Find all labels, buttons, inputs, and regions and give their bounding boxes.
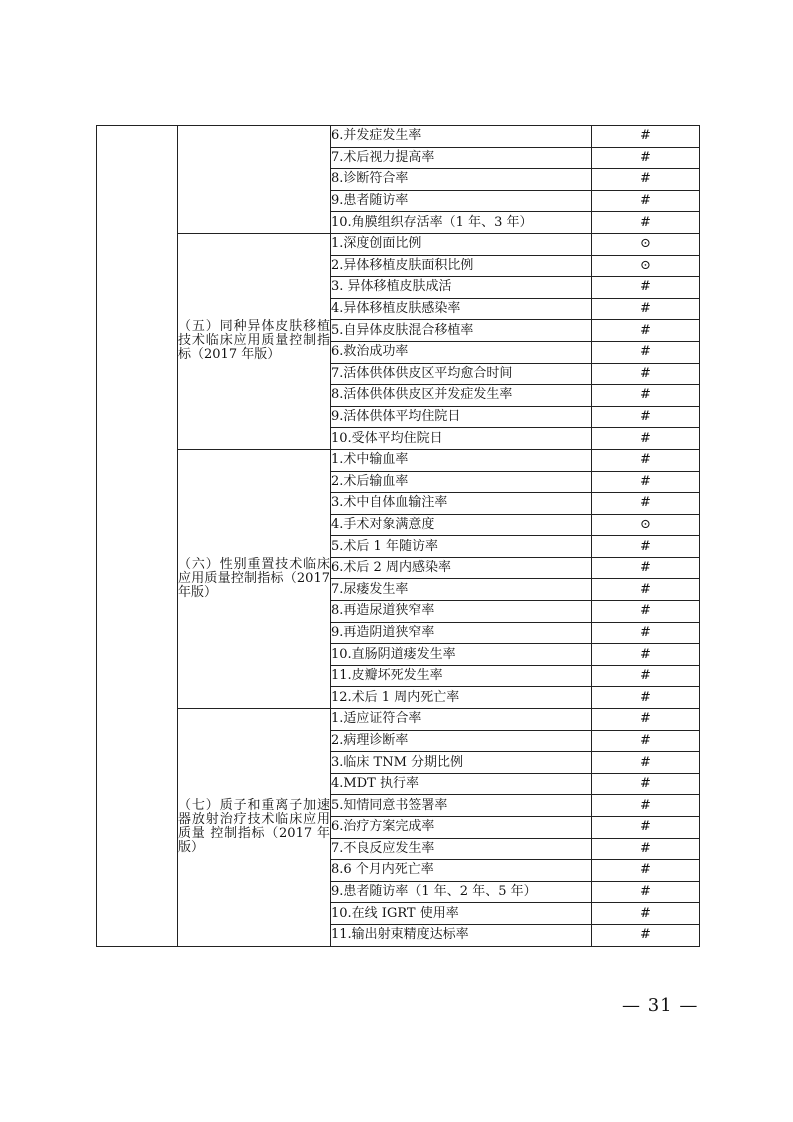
- indicator-mark: #: [592, 147, 700, 169]
- indicator-mark: #: [592, 687, 700, 709]
- indicator-mark: #: [592, 428, 700, 450]
- indicator-name: 9.再造阴道狭窄率: [331, 622, 592, 644]
- indicator-mark: #: [592, 579, 700, 601]
- indicator-mark: #: [592, 903, 700, 925]
- indicator-name: 7.尿瘘发生率: [331, 579, 592, 601]
- indicator-name: 7.术后视力提高率: [331, 147, 592, 169]
- indicator-name: 2.异体移植皮肤面积比例: [331, 255, 592, 277]
- indicator-name: 2.术后输血率: [331, 471, 592, 493]
- indicator-name: 6.术后 2 周内感染率: [331, 557, 592, 579]
- indicator-mark: #: [592, 341, 700, 363]
- indicator-mark: #: [592, 320, 700, 342]
- indicator-name: 11.输出射束精度达标率: [331, 924, 592, 946]
- page-number: — 31 —: [622, 995, 699, 1016]
- indicator-mark: #: [592, 363, 700, 385]
- indicator-name: 4.MDT 执行率: [331, 773, 592, 795]
- indicator-name: 4.异体移植皮肤感染率: [331, 298, 592, 320]
- indicator-mark: #: [592, 449, 700, 471]
- indicator-mark: #: [592, 212, 700, 234]
- indicator-name: 8.诊断符合率: [331, 169, 592, 191]
- indicator-mark: #: [592, 881, 700, 903]
- indicator-name: 3.术中自体血输注率: [331, 493, 592, 515]
- indicator-name: 10.在线 IGRT 使用率: [331, 903, 592, 925]
- indicator-mark: #: [592, 795, 700, 817]
- indicator-name: 9.患者随访率: [331, 190, 592, 212]
- indicator-name: 9.患者随访率（1 年、2 年、5 年）: [331, 881, 592, 903]
- indicator-mark: #: [592, 493, 700, 515]
- section-title-6: （六）性别重置技术临床应用质量控制指标（2017 年版）: [178, 449, 331, 708]
- category-cell: [97, 126, 178, 947]
- indicator-name: 1.适应证符合率: [331, 709, 592, 731]
- indicator-mark: #: [592, 406, 700, 428]
- indicator-name: 3. 异体移植皮肤成活: [331, 277, 592, 299]
- section-title-5: （五）同种异体皮肤移植技术临床应用质量控制指标（2017 年版）: [178, 233, 331, 449]
- indicator-name: 8.6 个月内死亡率: [331, 860, 592, 882]
- indicator-name: 8.活体供体供皮区并发症发生率: [331, 385, 592, 407]
- indicator-mark: #: [592, 752, 700, 774]
- indicator-name: 1.术中输血率: [331, 449, 592, 471]
- indicator-mark: #: [592, 817, 700, 839]
- indicator-mark: #: [592, 838, 700, 860]
- indicator-mark: #: [592, 298, 700, 320]
- indicator-mark: #: [592, 471, 700, 493]
- indicator-table: [96, 125, 700, 947]
- indicator-mark: #: [592, 644, 700, 666]
- indicator-name: 7.活体供体供皮区平均愈合时间: [331, 363, 592, 385]
- indicator-mark: #: [592, 665, 700, 687]
- indicator-name: 5.术后 1 年随访率: [331, 536, 592, 558]
- indicator-name: 6.并发症发生率: [331, 126, 592, 148]
- indicator-mark: #: [592, 385, 700, 407]
- indicator-mark: #: [592, 773, 700, 795]
- indicator-mark: #: [592, 536, 700, 558]
- indicator-name: 5.知情同意书签署率: [331, 795, 592, 817]
- indicator-mark: ⊙: [592, 233, 700, 255]
- indicator-mark: ⊙: [592, 255, 700, 277]
- indicator-mark: #: [592, 601, 700, 623]
- indicator-name: 6.治疗方案完成率: [331, 817, 592, 839]
- indicator-name: 6.救治成功率: [331, 341, 592, 363]
- indicator-mark: #: [592, 277, 700, 299]
- indicator-mark: #: [592, 126, 700, 148]
- indicator-mark: ⊙: [592, 514, 700, 536]
- indicator-name: 8.再造尿道狭窄率: [331, 601, 592, 623]
- indicator-name: 5.自异体皮肤混合移植率: [331, 320, 592, 342]
- indicator-mark: #: [592, 622, 700, 644]
- indicator-name: 11.皮瓣坏死发生率: [331, 665, 592, 687]
- indicator-mark: #: [592, 860, 700, 882]
- section-cell-previous: [178, 126, 331, 234]
- indicator-name: 1.深度创面比例: [331, 233, 592, 255]
- indicator-name: 10.受体平均住院日: [331, 428, 592, 450]
- indicator-mark: #: [592, 169, 700, 191]
- indicator-name: 2.病理诊断率: [331, 730, 592, 752]
- indicator-name: 3.临床 TNM 分期比例: [331, 752, 592, 774]
- section-title-7: （七）质子和重离子加速器放射治疗技术临床应用质量 控制指标（2017 年版）: [178, 709, 331, 947]
- indicator-mark: #: [592, 709, 700, 731]
- indicator-mark: #: [592, 730, 700, 752]
- indicator-name: 10.直肠阴道瘘发生率: [331, 644, 592, 666]
- indicator-mark: #: [592, 190, 700, 212]
- indicator-name: 9.活体供体平均住院日: [331, 406, 592, 428]
- indicator-name: 12.术后 1 周内死亡率: [331, 687, 592, 709]
- indicator-name: 10.角膜组织存活率（1 年、3 年）: [331, 212, 592, 234]
- indicator-name: 4.手术对象满意度: [331, 514, 592, 536]
- indicator-name: 7.不良反应发生率: [331, 838, 592, 860]
- indicator-mark: #: [592, 557, 700, 579]
- indicator-mark: #: [592, 924, 700, 946]
